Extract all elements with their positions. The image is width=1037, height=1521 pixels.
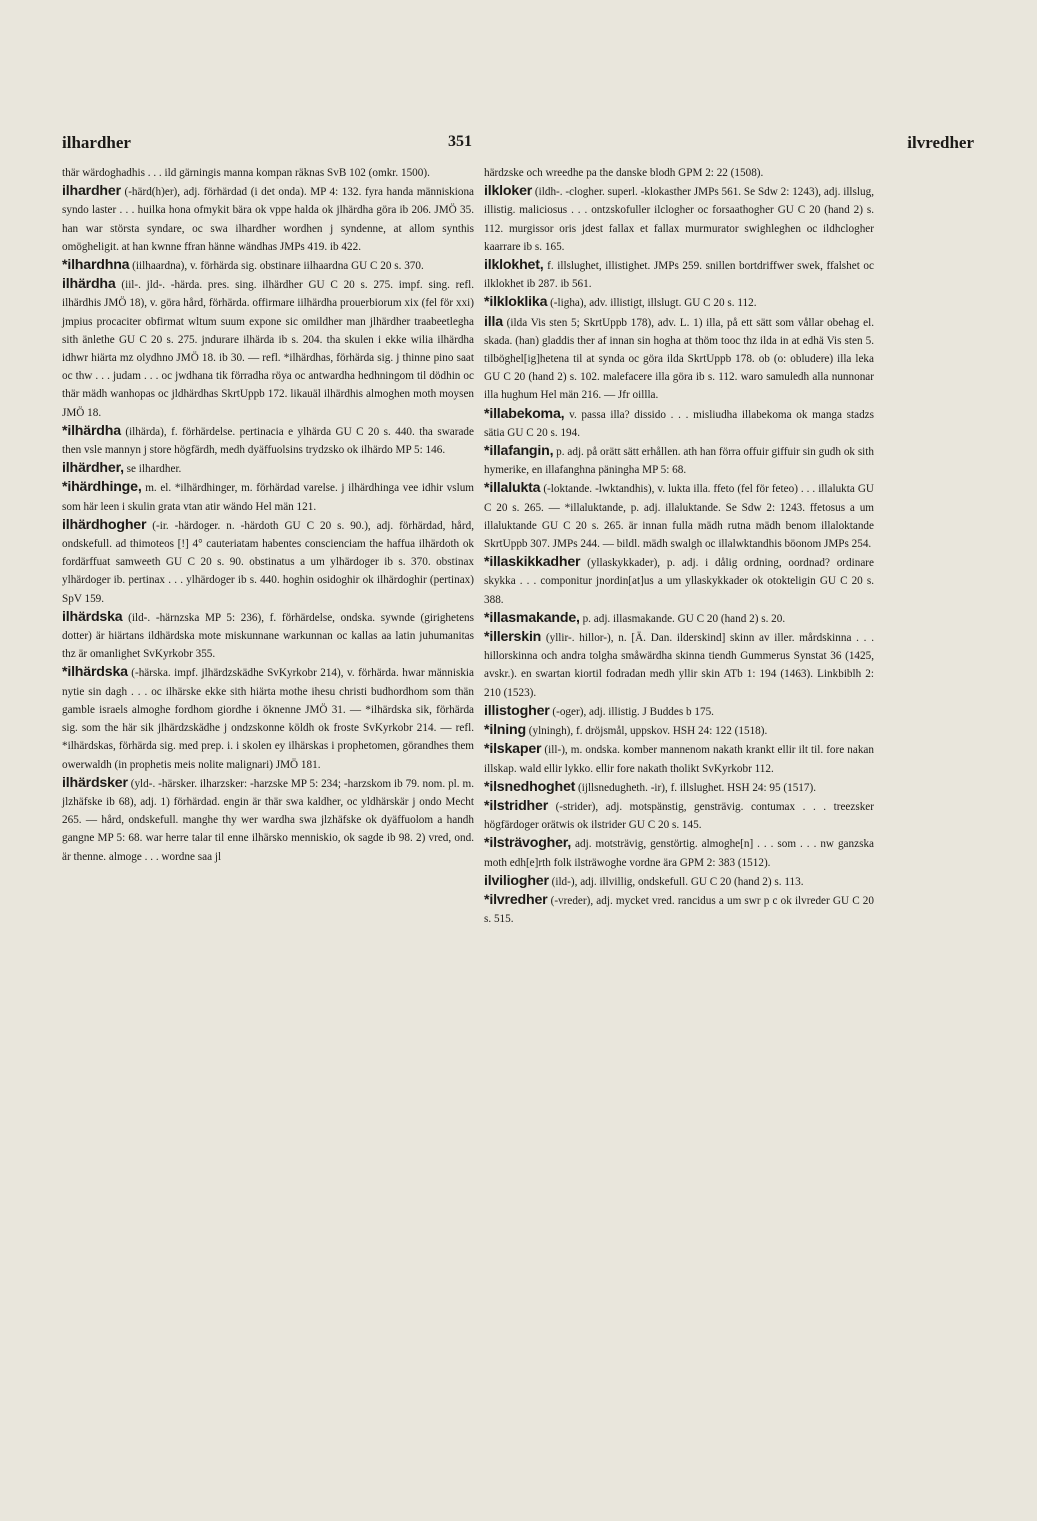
left-headword: ilhardher xyxy=(62,133,131,152)
entry-headword: *illabekoma, xyxy=(484,405,565,422)
entry-headword: *illafangin, xyxy=(484,443,554,460)
entry-headword: illistogher xyxy=(484,702,550,719)
entry-headword: *ilning xyxy=(484,722,526,739)
entry-text: (-vreder), adj. mycket vred. rancidus a um swr p c ok ilvreder GU C 20 s. 515. xyxy=(484,894,874,926)
entry-headword: *illasmakande, xyxy=(484,609,580,626)
entry-text: (ill-), m. ondska. komber mannenom nakath krankt ellir ilt til. fore nakan illskap. wald ellir lykko. ellir fore nakath tholikt SvKyrkobr 112. xyxy=(484,744,874,775)
dictionary-entry xyxy=(484,702,874,721)
dictionary-entry xyxy=(484,797,874,834)
entry-headword: *ilhardhna xyxy=(62,257,130,274)
entry-headword: ilhärdska xyxy=(62,608,123,625)
dictionary-entry xyxy=(484,479,874,553)
dictionary-entry xyxy=(62,608,474,664)
dictionary-entry xyxy=(62,459,474,478)
entry-headword: *illaskikkadher xyxy=(484,554,581,571)
right-column xyxy=(484,164,874,928)
entry-headword: ilviliogher xyxy=(484,872,549,889)
entry-text: (-strider), adj. motspänstig, gensträvig. contumax . . . treezsker högfärdoger orätwis ok ilstrider GU C 20 s. 145. xyxy=(484,800,874,832)
dictionary-entry xyxy=(484,628,874,702)
entry-text: (ild-. -härnzska MP 5: 236), f. förhärdelse, ondska. sywnde (girighetens dotter) är hiärtans ildhärdska mote miskunnane warkunnan oc kallas aa latin juhumanitas thz är omanlighet SvKyrkobr 355. xyxy=(62,611,474,661)
entry-headword: ilhärdsker xyxy=(62,774,128,791)
entry-text: (-ir. -härdoger. n. -härdoth GU C 20 s. 90.), adj. förhärdad, hård, ondskefull. ad thimoteos [!] 4° cauteriatam habentes conscienciam the haffua ilhärdoth ok fordärffuat samweeth GU C 20 s. 90. obstinatus a um ylhärdoger ib s. 370. obstinax ylhärdoger ib. pertinax . . . ylhärdoger ib s. 440. hoghin osidoghir ok ilhärdoghir (pertinax) SpV 159. xyxy=(62,519,474,605)
entry-text: (yllaskykkader), p. adj. i dålig ordning, oordnad? ordinare skykka . . . componitur jnordin[at]us a um yllaskykkader ok otokteligin GU C 20 s. 388. xyxy=(484,557,874,606)
entry-headword: *illalukta xyxy=(484,480,541,497)
entry-text: (ilhärda), f. förhärdelse. pertinacia e ylhärda GU C 20 s. 440. tha swarade then vsle mannyn j store högfärdh, medh dyäffuolsins trydzsko ok ilhärdo MP 5: 146. xyxy=(62,425,474,457)
entry-text: (-härd(h)er), adj. förhärdad (i det onda). MP 4: 132. fyra handa människiona syndo laster . . . huilka hona ofmykit bära ok vppe halda ok jlhärdha göra ib 206. JMÖ 35. han war största syndare, oc swa ilhardher wordhen j syndenne, at allom synthis omögheligit. at han kwnne ffran hänne wändhas JMPs 419. ib 422. xyxy=(62,186,474,253)
entry-text: (ildh-. -clogher. superl. -klokasther JMPs 561. Se Sdw 2: 1243), adj. illslug, illistig. maliciosus . . . ontzskofuller ilclogher oc forsaathogher GU C 20 (hand 2) s. 112. murgissor oris jdest fallax et fallax murmurator swighleghen oc ildhclogher kaarrare ib s. 165. xyxy=(484,186,874,253)
dictionary-entry xyxy=(62,516,474,608)
right-headword: ilvredher xyxy=(907,133,974,152)
entry-text: thär wärdoghadhis . . . ild gärningis manna kompan räknas SvB 102 (omkr. 1500). xyxy=(62,167,430,179)
dictionary-entry xyxy=(484,313,874,405)
dictionary-entry xyxy=(484,872,874,891)
entry-headword: ilhärdhogher xyxy=(62,516,147,533)
entry-headword: *ihärdhinge, xyxy=(62,479,142,496)
dictionary-entry xyxy=(62,164,474,182)
entry-text: (-ligha), adv. illistigt, illslugt. GU C 20 s. 112. xyxy=(547,297,757,310)
entry-text: f. illslughet, illistighet. JMPs 259. snillen bortdriffwer swek, ffalshet oc ilklokhet ib 287. ib 561. xyxy=(484,260,874,291)
entry-headword: ilhärdher, xyxy=(62,460,124,477)
entry-text: v. passa illa? dissido . . . misliudha illabekoma ok manga stadzs sätia GU C 20 s. 194. xyxy=(484,408,874,439)
entry-headword: ilhärdha xyxy=(62,276,116,293)
entry-headword: *illerskin xyxy=(484,629,542,646)
dictionary-entry xyxy=(62,774,474,866)
entry-text: adj. motsträvig, genstörtig. almoghe[n] . . . som . . . nw ganzska moth edh[e]rth folk ilsträwoghe vordne ära GPM 2: 383 (1512). xyxy=(484,838,874,869)
entry-text: p. adj. på orätt sätt erhållen. ath han förra offuir giffuir sin gudh ok sith hymerike, en illafanghna päningha MP 5: 68. xyxy=(484,446,874,477)
dictionary-entry xyxy=(62,478,474,515)
dictionary-entry xyxy=(62,275,474,422)
dictionary-entry xyxy=(62,422,474,459)
entry-text: (iilhaardna), v. förhärda sig. obstinare iilhaardna GU C 20 s. 370. xyxy=(129,260,424,273)
dictionary-entry xyxy=(484,778,874,797)
entry-text: (ild-), adj. illvillig, ondskefull. GU C 20 (hand 2) s. 113. xyxy=(548,875,804,888)
entry-text: p. adj. illasmakande. GU C 20 (hand 2) s. 20. xyxy=(579,612,786,625)
entry-text: (ilda Vis sten 5; SkrtUppb 178), adv. L. 1) illa, på ett sätt som vållar obehag el. skada. (han) gladdis ther af innan sin hogha at thöm tooc thz ilda in at edhä Vis sten 5. tilböghel[ig]hetena til at synda oc göra ilda SkrtUppb 178. ob (o: obludere) illa leka GU C 20 (hand 2) s. 102. malefacere illa göra ib s. 112. waro samuledh alla nunnonar illa hughum Hel män 216. — Jfr oillla. xyxy=(484,316,874,402)
dictionary-entry xyxy=(484,442,874,479)
entry-headword: ilklokhet, xyxy=(484,257,544,274)
left-column xyxy=(62,164,474,866)
entry-headword: ilhardher xyxy=(62,183,121,200)
entry-text: (yllir-. hillor-), n. [Ä. Dan. ilderskind] skinn av iller. mårdskinna . . . hillorskinna och andra tolgha småwärdha skinna tiendh Gummerus Synstat 36 (1425, avskr.). en swartan kiortil fodradan medh yllir skin ATb 1: 194 (1463). Linkbiblh 2: 210 (1523). xyxy=(484,632,874,699)
dictionary-entry xyxy=(484,553,874,609)
entry-text: (ylningh), f. dröjsmål, uppskov. HSH 24: 122 (1518). xyxy=(525,725,768,738)
entry-text: (-härska. impf. jlhärdzskädhe SvKyrkobr 214), v. förhärda. hwar människia nytie sin dagh . . . oc ilhärske ekke sith hiärta mothe ihesu christi budhordhom som thän gamble israels almoghe fordhom giordhe i öknenne JMÖ 31. — *ilhärdska sik, förhärda sig. som the här sik jlhärdzskädhe j ondzskonne köldh ok froste SvKyrkobr 214. — refl. *ilhärdskas, förhärda sig. med prep. i. i skolen ey ilhärskas i prophetomen, görandhes them owerwaldh (in prophetis meis nolite malignari) JMÖ 181. xyxy=(62,667,474,771)
entry-headword: ilkloker xyxy=(484,183,533,200)
entry-text: (yld-. -härsker. ilharzsker: -harzske MP 5: 234; -harzskom ib 79. nom. pl. m. jlzhäfske ib 68), adj. 1) förhärdad. engin är thär swa kaldher, oc yldhärskär j ondo Mecht 265. — hård, ondskefull. manghe thy wer wardha swa jlzhäfske ok dyäffuolom a handh gangne MP 5: 68. war herre talar til enne ilhärsko menniskio, ok sagde ib 98. 2) vred, ond. är thenne. almoge . . . wordne saa jl xyxy=(62,777,474,863)
entry-headword: *ilsträvogher, xyxy=(484,835,572,852)
entry-text: (iil-. jld-. -härda. pres. sing. ilhärdher GU C 20 s. 275. impf. sing. refl. ilhärdhis JMÖ 18), v. göra hård, förhärda. offirmare iilhärdha prouerbiorum xix (fel för xxi) jmpius procaciter obfirmat wltum suum expone sic omildher man jlhärdher traabeetlegha sith änlethe GU C 20 s. 275. jndurare ilhärda ib s. 204. tha skulen i ekke wilia ilhärdha idhwr hiärta mz olydhno JMÖ 18. ib 30. — refl. *ilhärdhas, förhärda sig. j thinne pino saat oc thw . . . judam . . . oc jwdhana tik förradha röya oc antwardha hedhningom til dödhin oc thär mädh wanhopas oc jldhärdhas SkrtUppb 172. likauäl ilhärdhis almoghen moth moysen JMÖ 18. xyxy=(62,279,474,419)
entry-headword: illa xyxy=(484,313,503,330)
entry-text: (ijllsnedugheth. -ir), f. illslughet. HSH 24: 95 (1517). xyxy=(575,781,817,794)
entry-headword: *ilskaper xyxy=(484,741,542,758)
entry-headword: *ilkloklika xyxy=(484,294,548,311)
entry-headword: *ilstridher xyxy=(484,797,549,814)
dictionary-entry xyxy=(484,405,874,442)
dictionary-entry xyxy=(62,256,474,275)
page-header xyxy=(62,133,974,157)
dictionary-entry xyxy=(484,721,874,740)
entry-text: se ilhardher. xyxy=(123,463,182,476)
entry-text: m. el. *ilhärdhinger, m. förhärdad varelse. j ilhärdhinga vee idhir vslum som här leen i skulin grata vtan atir wändo Hel män 121. xyxy=(62,482,474,513)
dictionary-entry xyxy=(484,740,874,777)
dictionary-entry xyxy=(484,609,874,628)
dictionary-entry xyxy=(484,834,874,871)
entry-text: härdzske och wreedhe pa the danske blodh GPM 2: 22 (1508). xyxy=(484,167,764,179)
entry-headword: *ilhärdha xyxy=(62,422,121,439)
entry-text: (-loktande. -lwktandhis), v. lukta illa. ffeto (fel för feteo) . . . illalukta GU C 20 s. 265. — *illaluktande, p. adj. illaluktande. Se Sdw 2: 1243. ffetosus a um illaluktande GU C 20 s. 265. är innan fulla mädh rutna mädh benom illaloktande SkrtUppb 307. JMPs 244. — bildl. mädh swalgh oc illalwktandhis böonom JMPs 254. xyxy=(484,483,874,551)
entry-headword: *ilsnedhoghet xyxy=(484,778,576,795)
entry-headword: *ilvredher xyxy=(484,891,548,908)
page-number: 351 xyxy=(448,133,472,150)
dictionary-entry xyxy=(62,182,474,256)
dictionary-entry xyxy=(62,663,474,773)
dictionary-entry xyxy=(484,182,874,256)
dictionary-entry xyxy=(484,891,874,928)
entry-text: (-oger), adj. illistig. J Buddes b 175. xyxy=(549,705,714,718)
dictionary-entry xyxy=(484,256,874,293)
entry-headword: *ilhärdska xyxy=(62,664,128,681)
dictionary-entry xyxy=(484,293,874,312)
dictionary-entry xyxy=(484,164,874,182)
